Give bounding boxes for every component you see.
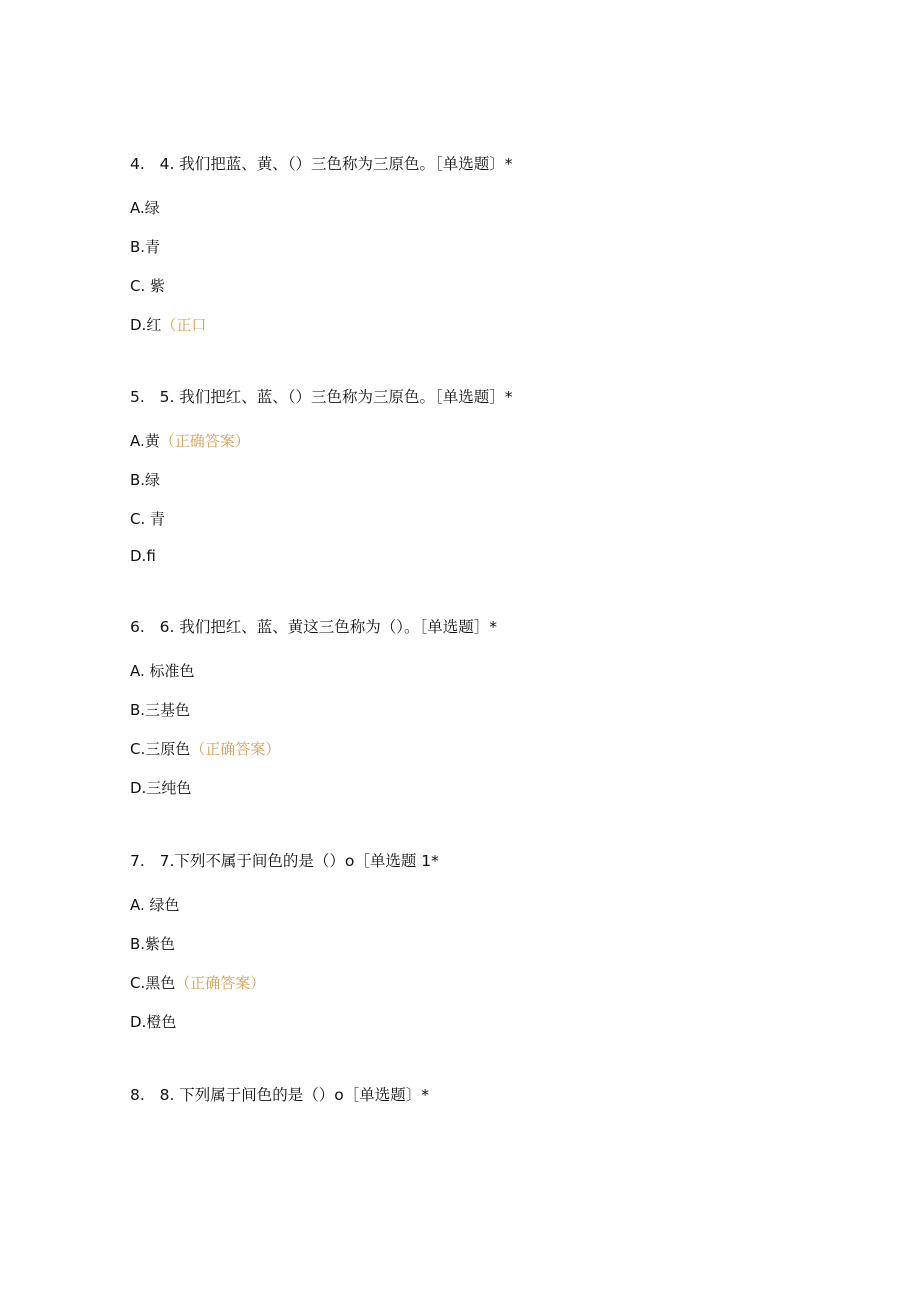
correct-answer-tag: （正确答案）	[190, 740, 281, 758]
option-6b[interactable]	[130, 700, 190, 720]
option-label: D.红	[130, 316, 162, 334]
option-4a[interactable]	[130, 198, 160, 218]
option-label: C.三原色	[130, 740, 191, 758]
option-5c[interactable]	[130, 509, 165, 529]
option-4c[interactable]	[130, 276, 165, 296]
option-6d[interactable]	[130, 778, 191, 798]
option-label: C. 紫	[130, 277, 166, 295]
correct-answer-tag: （正确答案）	[159, 432, 250, 450]
option-label: B.青	[130, 238, 161, 256]
option-label: A. 标准色	[130, 662, 195, 680]
question-text: 7.下列不属于间色的是（）o［单选题 1*	[159, 852, 439, 870]
option-label: A.黄	[130, 432, 160, 450]
option-label: B.绿	[130, 471, 161, 489]
question-number: 6.	[130, 618, 145, 636]
question-text: 4. 我们把蓝、黄、（）三色称为三原色。［单选题〕*	[159, 155, 513, 173]
question-text: 5. 我们把红、蓝、（）三色称为三原色。［单选题］*	[159, 388, 513, 406]
question-7	[130, 851, 439, 871]
question-number: 4.	[130, 155, 145, 173]
question-number: 8.	[130, 1086, 145, 1104]
option-4b[interactable]	[130, 237, 160, 257]
option-5b[interactable]	[130, 470, 160, 490]
option-label: A. 绿色	[130, 896, 180, 914]
option-4d[interactable]	[130, 315, 206, 335]
correct-answer-tag: （正口	[161, 316, 207, 334]
question-6	[130, 617, 497, 637]
correct-answer-tag: （正确答案）	[175, 974, 266, 992]
option-label: D.三纯色	[130, 779, 192, 797]
option-7c[interactable]	[130, 973, 265, 993]
option-label: D.橙色	[130, 1013, 177, 1031]
option-7b[interactable]	[130, 934, 175, 954]
question-8	[130, 1085, 429, 1105]
question-number: 7.	[130, 852, 145, 870]
option-5d[interactable]	[130, 546, 156, 566]
option-7d[interactable]	[130, 1012, 176, 1032]
question-number: 5.	[130, 388, 145, 406]
option-label: C. 青	[130, 510, 166, 528]
question-5	[130, 387, 513, 407]
question-text: 6. 我们把红、蓝、黄这三色称为（）。［单选题］*	[159, 618, 498, 636]
question-4	[130, 154, 513, 174]
option-5a[interactable]	[130, 431, 250, 451]
option-label: A.绿	[130, 199, 160, 217]
option-label: C.黑色	[130, 974, 176, 992]
option-6c[interactable]	[130, 739, 280, 759]
question-text: 8. 下列属于间色的是（）o［单选题〕*	[159, 1086, 430, 1104]
option-7a[interactable]	[130, 895, 180, 915]
option-label: B.紫色	[130, 935, 176, 953]
option-label: D.fi	[130, 547, 156, 565]
option-6a[interactable]	[130, 661, 195, 681]
option-label: B.三基色	[130, 701, 191, 719]
